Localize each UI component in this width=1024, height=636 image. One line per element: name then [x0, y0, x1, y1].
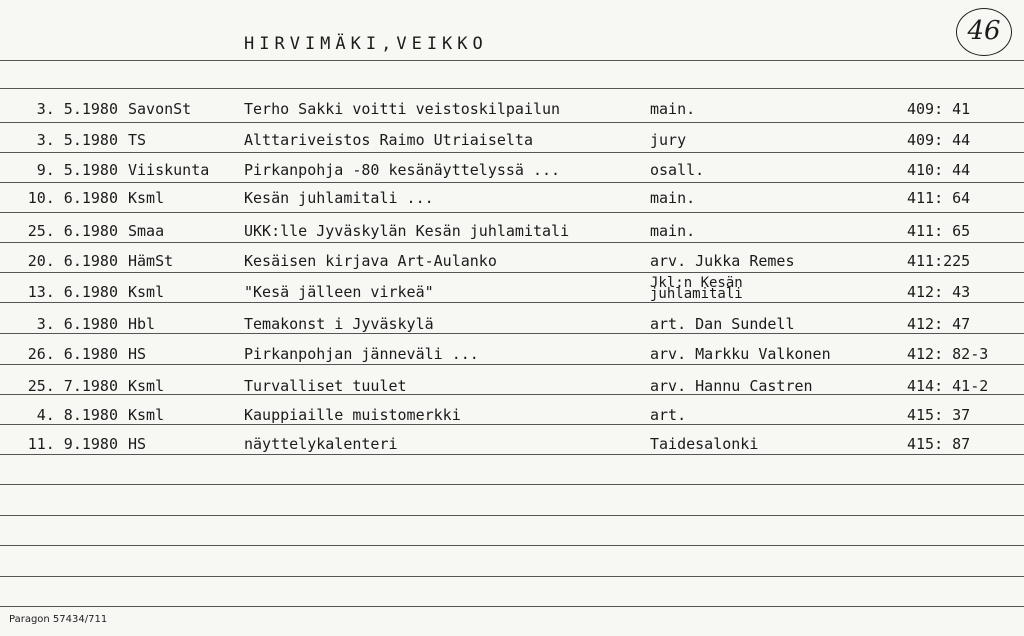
entry-role: art. [650, 406, 687, 424]
entry-reference: 415: 37 [907, 406, 971, 424]
entry-source: HämSt [128, 252, 174, 270]
table-row [0, 313, 1024, 343]
entry-source: Ksml [128, 406, 165, 424]
table-row [0, 220, 1024, 250]
entry-date: 13. 6.1980 [27, 283, 118, 301]
table-row [0, 343, 1024, 373]
entry-title: Kesäisen kirjava Art-Aulanko [244, 252, 497, 270]
rule-line [0, 88, 1024, 89]
rule-line [0, 60, 1024, 61]
entry-date: 4. 8.1980 [36, 406, 118, 424]
rule-line [0, 484, 1024, 485]
rule-line [0, 606, 1024, 607]
entry-role: arv. Markku Valkonen [650, 345, 831, 363]
entry-source: Smaa [128, 222, 165, 240]
entry-date: 10. 6.1980 [27, 189, 118, 207]
table-row [0, 375, 1024, 405]
entry-reference: 410: 44 [907, 161, 971, 179]
page-number-circle: 46 [956, 8, 1012, 56]
entry-reference: 411:225 [907, 252, 971, 270]
entry-title: Turvalliset tuulet [244, 377, 407, 395]
table-row [0, 404, 1024, 434]
entry-source: Viiskunta [128, 161, 210, 179]
entry-source: HS [128, 435, 147, 453]
entry-role: art. Dan Sundell [650, 315, 795, 333]
table-row [0, 250, 1024, 280]
entry-date: 25. 6.1980 [27, 222, 118, 240]
entry-reference: 411: 65 [907, 222, 971, 240]
entry-title: Kesän juhlamitali ... [244, 189, 434, 207]
rule-line [0, 515, 1024, 516]
entry-role: main. [650, 100, 696, 118]
card-title: HIRVIMÄKI,VEIKKO [244, 34, 488, 54]
entry-date: 3. 5.1980 [36, 131, 118, 149]
entry-reference: 412: 47 [907, 315, 971, 333]
entry-title: Terho Sakki voitti veistoskilpailun [244, 100, 561, 118]
table-row [0, 159, 1024, 189]
table-row [0, 275, 1024, 311]
entry-reference: 414: 41-2 [907, 377, 989, 395]
entry-source: SavonSt [128, 100, 192, 118]
entry-source: HS [128, 345, 147, 363]
entry-role: main. [650, 222, 696, 240]
entry-source: Ksml [128, 283, 165, 301]
entry-source: Ksml [128, 377, 165, 395]
entry-reference: 409: 41 [907, 100, 971, 118]
entry-date: 11. 9.1980 [27, 435, 118, 453]
entry-source: TS [128, 131, 147, 149]
rule-line [0, 576, 1024, 577]
entry-title: "Kesä jälleen virkeä" [244, 283, 434, 301]
entry-title: Pirkanpohja -80 kesänäyttelyssä ... [244, 161, 561, 179]
entry-date: 3. 6.1980 [36, 315, 118, 333]
entry-role: Taidesalonki [650, 435, 759, 453]
entry-role: Jkl:n Kesän juhlamitali [650, 275, 743, 302]
entry-role: arv. Hannu Castren [650, 377, 813, 395]
entry-reference: 412: 82-3 [907, 345, 989, 363]
entry-date: 9. 5.1980 [36, 161, 118, 179]
table-row [0, 129, 1024, 159]
entry-date: 25. 7.1980 [27, 377, 118, 395]
printer-mark: Paragon 57434/711 [9, 614, 108, 625]
entry-date: 26. 6.1980 [27, 345, 118, 363]
entry-role: main. [650, 189, 696, 207]
entry-title: Alttariveistos Raimo Utriaiselta [244, 131, 533, 149]
entry-title: Temakonst i Jyväskylä [244, 315, 434, 333]
entry-reference: 411: 64 [907, 189, 971, 207]
rule-line [0, 545, 1024, 546]
entry-title: UKK:lle Jyväskylän Kesän juhlamitali [244, 222, 570, 240]
entry-date: 20. 6.1980 [27, 252, 118, 270]
entry-title: Kauppiaille muistomerkki [244, 406, 461, 424]
entry-title: näyttelykalenteri [244, 435, 398, 453]
entry-date: 3. 5.1980 [36, 100, 118, 118]
entry-title: Pirkanpohjan jänneväli ... [244, 345, 479, 363]
entry-reference: 412: 43 [907, 283, 971, 301]
entry-role: osall. [650, 161, 705, 179]
entry-source: Ksml [128, 189, 165, 207]
entry-role: arv. Jukka Remes [650, 252, 795, 270]
table-row [0, 187, 1024, 217]
entry-source: Hbl [128, 315, 156, 333]
entry-role: jury [650, 131, 687, 149]
table-row [0, 433, 1024, 463]
table-row [0, 98, 1024, 128]
entry-reference: 415: 87 [907, 435, 971, 453]
entry-reference: 409: 44 [907, 131, 971, 149]
